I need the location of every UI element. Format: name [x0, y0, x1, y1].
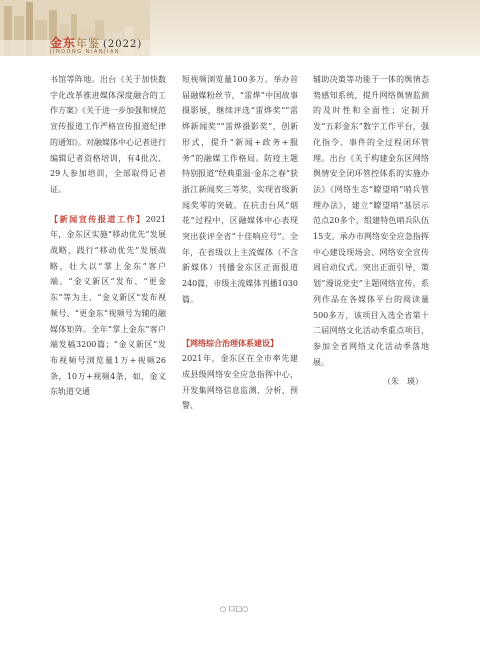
- text-column-3: [313, 72, 429, 390]
- author-credit: （朱 瑛）: [383, 377, 423, 387]
- almanac-year: (2022): [103, 39, 143, 50]
- paragraph: [50, 212, 166, 400]
- page-number: ○ 口□○: [220, 605, 249, 613]
- paragraph-text: 2021年，金东区实施“移动优先”发展战略，践行“移动优先”发展战略，壮大以“掌上金东”客户端、“金义新区”发布、“更金东”等为主，“金义新区”发布视频号、“更金东”视频号为辅的融媒体矩阵。全年“掌上金东”客户端发稿3200篇；“金义新区”发布视频号浏览量1万+视频26条，10万+视频4条，如，金义东轨道交通: [50, 214, 166, 397]
- almanac-brand: 金东: [50, 36, 77, 50]
- section-heading: 【网络综合治理体系建设】: [182, 338, 278, 348]
- text-column-2: [182, 72, 298, 414]
- paragraph: 书馆等阵地。出台《关于加快数字化改革推进媒体深度融合的工作方案》《关于进一步加强和规范宣传报道工作严格宣传报道纪律的通知》。对融媒体中心记者进行编辑记者资格培训，有4批次、29人参加培训，全部取得记者证。: [50, 75, 166, 194]
- paragraph: 辅助决策等功能于一体的舆情态势感知系统，提升网络舆情监测的及时性和全面性；定制开发“五彩金东”数字工作平台，强化指令、事件的全过程闭环管理。出台《关于构建金东区网络舆情安全闭环管控体系的实施办法》《网络生态“瞭望哨”哨兵管理办法》，建立“瞭望哨”基层示范点20多个，组建特色哨兵队伍15支。承办市网络安全应急指挥中心建设现场会、网络安全宣传周启动仪式。突出正面引导，策划“漫说党史”主题网络宣传，系列作品在各媒体平台的阅读量500多万，该项目入选全省第十二届网络文化活动季重点项目，参加全省网络文化活动季落地展。: [313, 75, 429, 367]
- paragraph: 2021年，金东区在全市率先建成县级网络安全应急指挥中心，开发集网络信息监测、分析、预警、: [182, 354, 298, 411]
- paragraph: 短视频浏览量100多万。举办首届融媒粉丝节，“雷烨”中国故事摄影展，继续评选“雷烨奖”“雷烨新闻奖”“雷烨摄影奖”，创新形式，提升“新闻+政务+服务”的融媒工作格局。防疫主题特别报道“经典重温·金东之春”获浙江新闻奖三等奖，实现省级新闻奖零的突破。在抗击台风“烟花”过程中，区融媒体中心表现突出获评全省“十佳响应号”。全年，在省级以上主流媒体（不含新媒体）刊播金东区正面报道240篇，市级主流媒体刊播1030篇。: [182, 75, 298, 304]
- page-header: [0, 0, 480, 56]
- section-heading: 【新闻宣传报道工作】: [50, 214, 146, 224]
- almanac-book: 年鉴: [76, 37, 101, 50]
- almanac-subtitle: JINDONG NIANJIAN: [50, 49, 121, 55]
- text-column-1: [50, 72, 166, 400]
